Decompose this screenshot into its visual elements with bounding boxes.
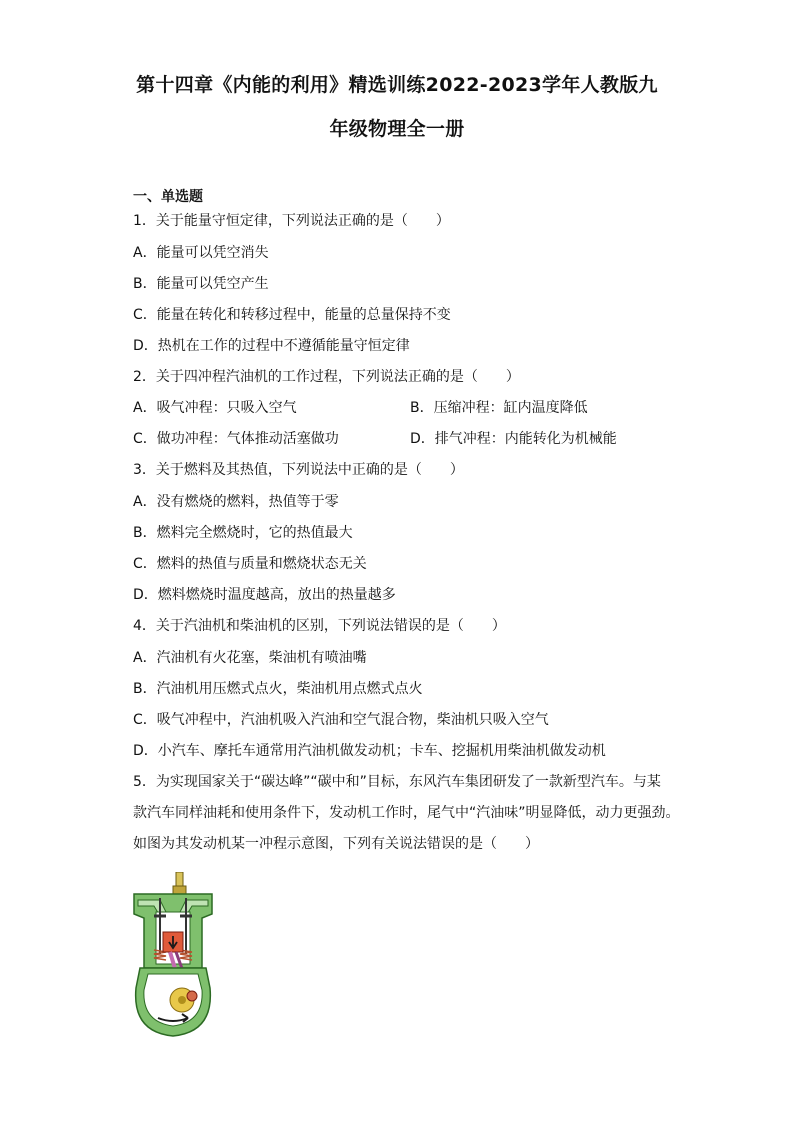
question-3-option-a: A．没有燃烧的燃料，热值等于零: [133, 494, 339, 510]
section-heading: 一、单选题: [133, 189, 203, 205]
document-title-line-1: 第十四章《内能的利用》精选训练2022-2023学年人教版九: [136, 74, 658, 96]
question-2-option-c: C．做功冲程：气体推动活塞做功: [133, 431, 339, 447]
question-1-stem: 1．关于能量守恒定律，下列说法正确的是（ ）: [133, 213, 450, 229]
question-2-stem: 2．关于四冲程汽油机的工作过程，下列说法正确的是（ ）: [133, 369, 520, 385]
engine-stroke-diagram-icon: [130, 872, 216, 1040]
question-5-stem-line-2: 款汽车同样油耗和使用条件下，发动机工作时，尾气中“汽油味”明显降低，动力更强劲。: [133, 805, 680, 821]
question-3-option-b: B．燃料完全燃烧时，它的热值最大: [133, 525, 353, 541]
question-1-option-d: D．热机在工作的过程中不遵循能量守恒定律: [133, 338, 410, 354]
question-4-option-a: A．汽油机有火花塞，柴油机有喷油嘴: [133, 650, 367, 666]
question-1-option-a: A．能量可以凭空消失: [133, 245, 269, 261]
question-4-stem: 4．关于汽油机和柴油机的区别，下列说法错误的是（ ）: [133, 618, 506, 634]
question-4-option-d: D．小汽车、摩托车通常用汽油机做发动机；卡车、挖掘机用柴油机做发动机: [133, 743, 606, 759]
question-1-option-c: C．能量在转化和转移过程中，能量的总量保持不变: [133, 307, 451, 323]
document-title-line-2: 年级物理全一册: [329, 118, 465, 140]
question-5-stem-line-1: 5．为实现国家关于“碳达峰”“碳中和”目标，东风汽车集团研发了一款新型汽车。与某: [133, 774, 661, 790]
engine-figure: [130, 872, 216, 1040]
question-2-option-d: D．排气冲程：内能转化为机械能: [410, 431, 617, 447]
question-4-option-c: C．吸气冲程中，汽油机吸入汽油和空气混合物，柴油机只吸入空气: [133, 712, 549, 728]
question-3-option-d: D．燃料燃烧时温度越高，放出的热量越多: [133, 587, 396, 603]
question-3-stem: 3．关于燃料及其热值，下列说法中正确的是（ ）: [133, 462, 464, 478]
question-5-stem-line-3: 如图为其发动机某一冲程示意图，下列有关说法错误的是（ ）: [133, 836, 539, 852]
question-2-option-b: B．压缩冲程：缸内温度降低: [410, 400, 588, 416]
question-1-option-b: B．能量可以凭空产生: [133, 276, 269, 292]
question-4-option-b: B．汽油机用压燃式点火，柴油机用点燃式点火: [133, 681, 423, 697]
question-3-option-c: C．燃料的热值与质量和燃烧状态无关: [133, 556, 367, 572]
question-2-option-a: A．吸气冲程：只吸入空气: [133, 400, 297, 416]
